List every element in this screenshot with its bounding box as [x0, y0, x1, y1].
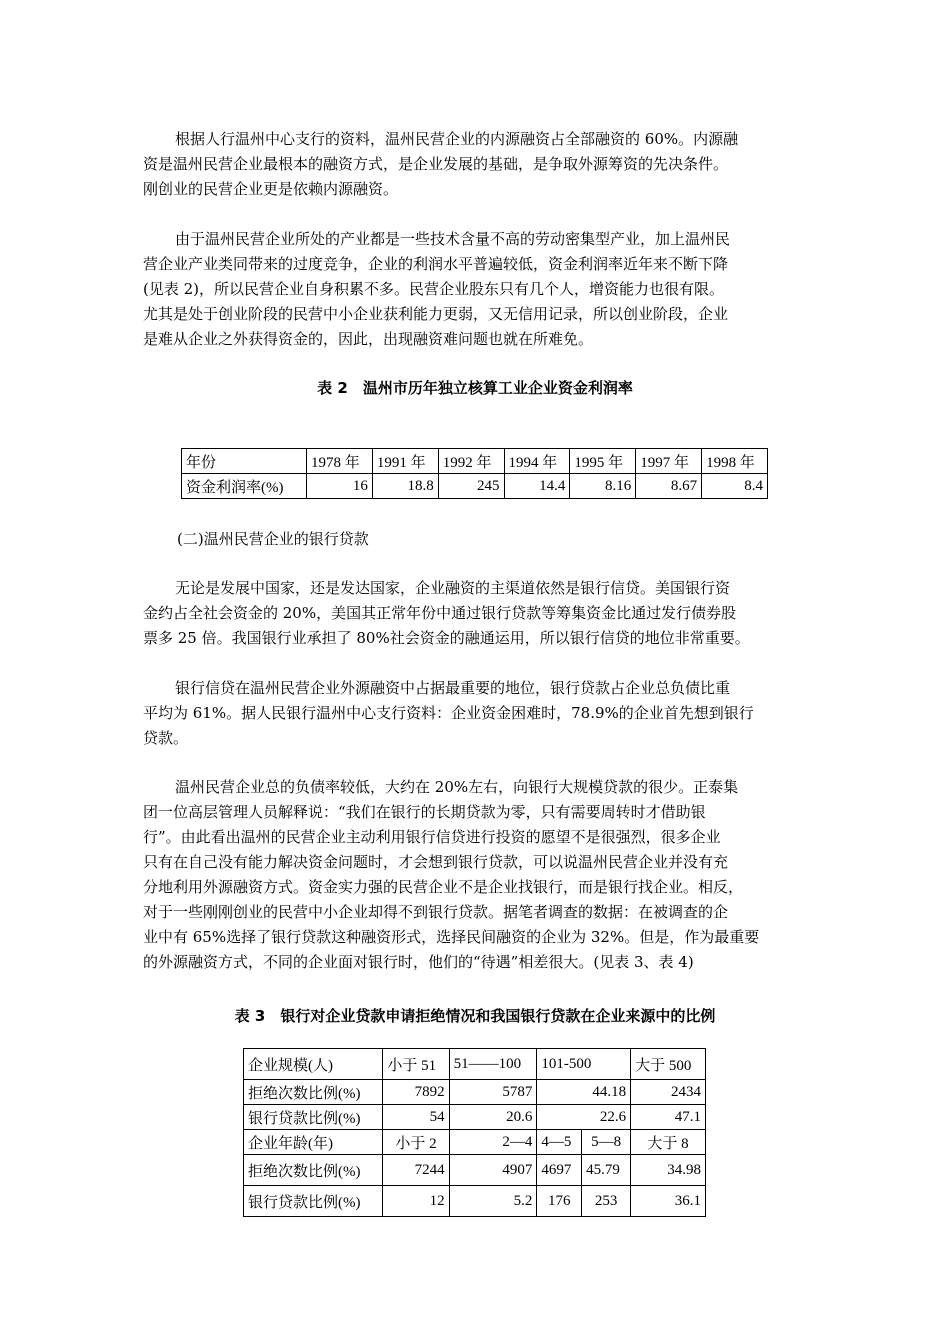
text-line: 分地利用外源融资方式。资金实力强的民营企业不是企业找银行，而是银行找企业。相反，: [143, 878, 744, 896]
table-cell: 1992 年: [438, 449, 504, 474]
paragraph-profit-decline: [143, 227, 809, 352]
table-row: [244, 1105, 706, 1130]
text-line: 由于温州民营企业所处的产业都是一些技术含量不高的劳动密集型产业，加上温州民: [175, 230, 731, 248]
table-cell: 7244: [383, 1155, 449, 1186]
table-cell: 4—5: [537, 1130, 582, 1155]
section-heading: (二)温州民营企业的银行贷款: [177, 530, 369, 548]
table-row: [182, 474, 768, 499]
table-cell: 企业规模(人): [244, 1049, 383, 1080]
text-line: 根据人行温州中心支行的资料，温州民营企业的内源融资占全部融资的 60%。内源融: [175, 130, 739, 148]
table-cell: 年份: [182, 449, 307, 474]
text-line: 营企业产业类同带来的过度竞争，企业的利润水平普遍较低，资金利润率近年来不断下降: [143, 255, 729, 273]
table-cell: 16: [307, 474, 373, 499]
table-row: [244, 1155, 706, 1186]
table-cell: 20.6: [449, 1105, 537, 1130]
table-cell: 5787: [449, 1080, 537, 1105]
table-cell: 1991 年: [372, 449, 438, 474]
text-line: 无论是发展中国家，还是发达国家，企业融资的主渠道依然是银行信贷。美国银行资: [175, 579, 731, 597]
table-cell: 2434: [631, 1080, 706, 1105]
table-row: [244, 1186, 706, 1217]
table3-caption: 表 3 银行对企业贷款申请拒绝情况和我国银行贷款在企业来源中的比例: [234, 1007, 716, 1025]
text-line: 贷款。: [143, 729, 189, 747]
table-cell: 企业年龄(年): [244, 1130, 383, 1155]
table-cell: 34.98: [631, 1155, 706, 1186]
table-cell: 5—8: [582, 1130, 631, 1155]
text-line: 银行信贷在温州民营企业外源融资中占据最重要的地位，银行贷款占企业总负债比重: [175, 679, 731, 697]
table-cell: 47.1: [631, 1105, 706, 1130]
table-cell: 7892: [383, 1080, 449, 1105]
table-cell: 1978 年: [307, 449, 373, 474]
table-cell: 101-500: [537, 1049, 631, 1080]
text-line: 金约占全社会资金的 20%，美国其正常年份中通过银行贷款等筹集资金比通过发行债券股: [143, 604, 737, 622]
table-row: [244, 1049, 706, 1080]
paragraph-internal-financing: [143, 127, 809, 202]
table-cell: 1995 年: [570, 449, 636, 474]
table-cell: 245: [438, 474, 504, 499]
paragraph-debt-ratio: [143, 775, 809, 975]
text-line: 对于一些刚刚创业的民营中小企业却得不到银行贷款。据笔者调查的数据：在被调查的企: [143, 903, 729, 921]
text-line: 是难从企业之外获得资金的，因此，出现融资难问题也就在所难免。: [143, 330, 594, 348]
text-line: 温州民营企业总的负债率较低，大约在 20%左右，向银行大规模贷款的很少。正泰集: [175, 778, 739, 796]
table-cell: 54: [383, 1105, 449, 1130]
table-cell: 1997 年: [636, 449, 702, 474]
table-cell: 拒绝次数比例(%): [244, 1155, 383, 1186]
table-cell: 4697: [537, 1155, 582, 1186]
table-cell: 2—4: [449, 1130, 537, 1155]
table-cell: 大于 8: [631, 1130, 706, 1155]
table-cell: 1994 年: [504, 449, 570, 474]
table-cell: 1998 年: [702, 449, 768, 474]
table-cell: 8.67: [636, 474, 702, 499]
text-line: 行”。由此看出温州的民营企业主动利用银行信贷进行投资的愿望不是很强烈，很多企业: [143, 828, 721, 846]
text-line: 刚创业的民营企业更是依赖内源融资。: [143, 180, 399, 198]
table-cell: 12: [383, 1186, 449, 1217]
table-cell: 银行贷款比例(%): [244, 1186, 383, 1217]
table-cell: 45.79: [582, 1155, 631, 1186]
table-cell: 8.16: [570, 474, 636, 499]
text-line: 尤其是处于创业阶段的民营中小企业获利能力更弱，又无信用记录，所以创业阶段，企业: [143, 305, 729, 323]
table-cell: 银行贷款比例(%): [244, 1105, 383, 1130]
text-line: 资是温州民营企业最根本的融资方式，是企业发展的基础，是争取外源筹资的先决条件。: [143, 155, 729, 173]
table-cell: 176: [537, 1186, 582, 1217]
table-cell: 14.4: [504, 474, 570, 499]
table3: [243, 1048, 706, 1217]
table-cell: 资金利润率(%): [182, 474, 307, 499]
table-row: [182, 449, 768, 474]
table-cell: 36.1: [631, 1186, 706, 1217]
paragraph-bank-credit: [143, 576, 809, 651]
text-line: 票多 25 倍。我国银行业承担了 80%社会资金的融通运用，所以银行信贷的地位非常重要。: [143, 629, 750, 647]
table-cell: 22.6: [537, 1105, 631, 1130]
text-line: 只有在自己没有能力解决资金问题时，才会想到银行贷款，可以说温州民营企业并没有充: [143, 853, 729, 871]
table2: [181, 448, 768, 499]
text-line: 的外源融资方式，不同的企业面对银行时，他们的“待遇”相差很大。(见表 3、表 4): [143, 953, 694, 971]
paragraph-external-financing: [143, 676, 809, 751]
table-cell: 18.8: [372, 474, 438, 499]
table-cell: 大于 500: [631, 1049, 706, 1080]
text-line: (见表 2)，所以民营企业自身积累不多。民营企业股东只有几个人，增资能力也很有限。: [143, 280, 725, 298]
table-cell: 小于 2: [383, 1130, 449, 1155]
table-cell: 8.4: [702, 474, 768, 499]
text-line: 业中有 65%选择了银行贷款这种融资形式，选择民间融资的企业为 32%。但是，作为最重要: [143, 928, 760, 946]
table-cell: 5.2: [449, 1186, 537, 1217]
table-cell: 44.18: [537, 1080, 631, 1105]
table-cell: 51——100: [449, 1049, 537, 1080]
table-cell: 拒绝次数比例(%): [244, 1080, 383, 1105]
text-line: 团一位高层管理人员解释说：“我们在银行的长期贷款为零，只有需要周转时才借助银: [143, 803, 706, 821]
table-row: [244, 1130, 706, 1155]
table-cell: 253: [582, 1186, 631, 1217]
table-row: [244, 1080, 706, 1105]
text-line: 平均为 61%。据人民银行温州中心支行资料：企业资金困难时，78.9%的企业首先想到银行: [143, 704, 754, 722]
table2-caption: 表 2 温州市历年独立核算工业企业资金利润率: [317, 379, 633, 397]
table-cell: 小于 51: [383, 1049, 449, 1080]
table-cell: 4907: [449, 1155, 537, 1186]
